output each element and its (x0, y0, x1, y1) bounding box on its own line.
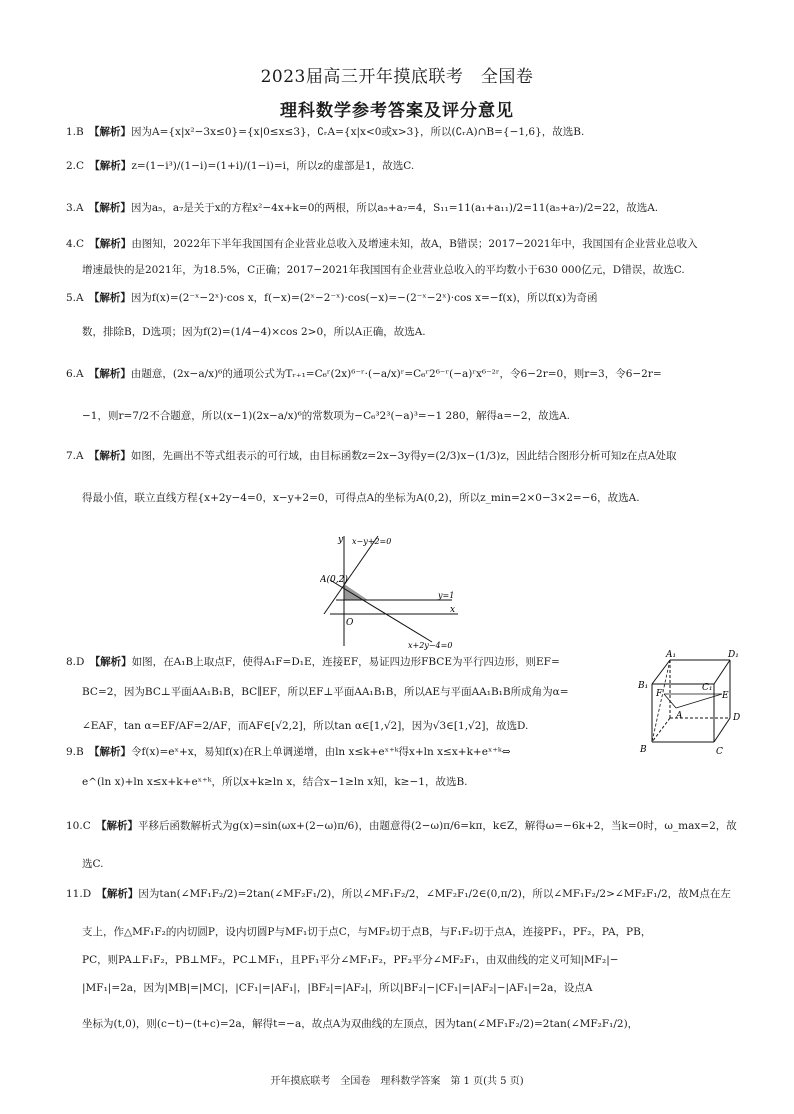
answer-text: −1，则r=7/2不合题意，所以(x−1)(2x−a/x)⁶的常数项为−C₆³2³(−a)³=−1 280，解得a=−2，故选A. (82, 410, 571, 422)
analysis-tag: 【解析】 (94, 126, 131, 138)
answer-3 (66, 200, 746, 216)
answer-text: 因为f(x)=(2⁻ˣ−2ˣ)·cos x，f(−x)=(2ˣ−2⁻ˣ)·cos(−x)=−(2⁻ˣ−2ˣ)·cos x=−f(x)，所以f(x)为奇函 (130, 292, 598, 304)
vertex-label: B (640, 745, 647, 755)
x-axis-label: x (450, 605, 456, 615)
answer-number: 3.A (66, 202, 84, 214)
analysis-tag: 【解析】 (101, 820, 138, 832)
vertex-label: C (716, 747, 723, 757)
feasible-region (344, 584, 368, 600)
answer-text: PC，则PA⊥F₁F₂，PB⊥MF₂，PC⊥MF₁，且PF₁平分∠MF₁F₂，PF₂平分∠MF₂F₁，由双曲线的定义可知|MF₂|− (82, 954, 619, 966)
answer-text: e^(ln x)+ln x≤x+k+eˣ⁺ᵏ，所以x+k≥ln x，结合x−1≥ln x知，k≥−1，故选B. (82, 776, 468, 788)
feasible-region-figure (320, 530, 480, 650)
analysis-tag: 【解析】 (94, 450, 131, 462)
exam-title: 2023届高三开年摸底联考 全国卷 (260, 67, 534, 87)
vertex-label: A₁ (666, 650, 677, 660)
answer-text: 因为A={x|x²−3x≤0}={x|0≤x≤3}，∁ᵣA={x|x<0或x>3}，所以(∁ᵣA)∩B={−1,6}，故选B. (130, 126, 585, 138)
analysis-tag: 【解析】 (94, 202, 131, 214)
answer-text: z=(1−i³)/(1−i)=(1+i)/(1−i)=i，所以z的虚部是1，故选C. (131, 160, 415, 172)
analysis-tag: 【解析】 (94, 160, 132, 172)
analysis-tag: 【解析】 (94, 656, 132, 668)
answer-text: 如图，先画出不等式组表示的可行域，由目标函数z=2x−3y得y=(2/3)x−(1/3)z，因此结合图形分析可知z在点A处取 (130, 450, 677, 462)
vertex-label: A (676, 711, 683, 721)
line1-label: x−y+2=0 (352, 537, 392, 546)
line2-label: x+2y−4=0 (408, 641, 453, 650)
answer-7 (66, 448, 746, 506)
answer-1 (66, 124, 746, 140)
answer-11 (66, 886, 746, 1032)
answer-4 (66, 236, 746, 278)
answer-text: 因为a₅，a₇是关于x的方程x²−4x+k=0的两根，所以a₅+a₇=4，S₁₁=11(a₁+a₁₁)/2=11(a₅+a₇)/2=22，故选A. (130, 202, 659, 214)
answer-number: 2.C (66, 160, 85, 172)
answer-key-subtitle: 理科数学参考答案及评分意见 (280, 101, 514, 121)
origin-label: O (346, 618, 354, 628)
answer-number: 10.C (66, 820, 91, 832)
answer-number: 6.A (66, 368, 84, 380)
answer-text: 如图，在A₁B上取点F，使得A₁F=D₁E，连接EF，易证四边形FBCE为平行四边形，则EF= (131, 656, 560, 668)
answer-text: 由图知，2022年下半年我国国有企业营业总收入及增速未知，故A，B错误；2017−2021年中，我国国有企业营业总收入 (131, 238, 698, 250)
vertex-label: B₁ (638, 681, 649, 691)
analysis-tag: 【解析】 (94, 238, 132, 250)
answer-6 (66, 366, 746, 424)
answer-number: 1.B (66, 126, 84, 138)
answer-number: 9.B (66, 746, 84, 758)
answer-9 (66, 744, 746, 790)
answer-number: 4.C (66, 238, 85, 250)
vertex-label: D₁ (728, 650, 739, 660)
segment-ae (676, 694, 722, 708)
answer-number: 5.A (66, 292, 84, 304)
y-axis-label: y (338, 535, 344, 545)
answer-text: 因为tan(∠MF₁F₂/2)=2tan(∠MF₂F₁/2)，所以∠MF₁F₂/2，∠MF₂F₁/2∈(0,π/2)，所以∠MF₁F₂/2>∠MF₂F₁/2，故M点在左 (138, 888, 731, 900)
line3-label: y=1 (438, 591, 455, 600)
answer-text: 平移后函数解析式为g(x)=sin(ωx+(2−ω)π/6)，由题意得(2−ω)π/6=kπ，k∈Z，解得ω=−6k+2，当k=0时，ω_max=2，故 (137, 820, 737, 832)
line-x-plus-2y-minus-4 (330, 580, 432, 642)
answer-5 (66, 290, 746, 340)
answer-text: 数，排除B，D选项；因为f(2)=(1/4−4)×cos 2>0，所以A正确，故选A. (82, 326, 426, 338)
answer-text: 得最小值，联立直线方程{x+2y−4=0，x−y+2=0，可得点A的坐标为A(0,2)，所以z_min=2×0−3×2=−6，故选A. (82, 492, 640, 504)
answer-text: 选C. (82, 858, 104, 870)
cube-edge (714, 660, 730, 684)
answer-text: 增速最快的是2021年，为18.5%，C正确；2017−2021年我国国有企业营业总收入的平均数小于630 000亿元，D错误，故选C. (82, 264, 685, 276)
point-a-label: A(0,2) (320, 575, 348, 585)
cube-edge (714, 718, 730, 742)
answer-text: 坐标为(t,0)，则(c−t)−(t+c)=2a，解得t=−a，故点A为双曲线的左顶点，因为tan(∠MF₁F₂/2)=2tan(∠MF₂F₁/2)， (82, 1018, 639, 1030)
answer-text: ∠EAF，tan α=EF/AF=2/AF，而AF∈[√2,2]，所以tan α∈[1,√2]，因为√3∈[1,√2]，故选D. (82, 720, 529, 732)
answer-10 (66, 818, 746, 872)
vertex-label: D (733, 713, 741, 723)
answer-text: BC=2，因为BC⊥平面AA₁B₁B，BC∥EF，所以EF⊥平面AA₁B₁B，所以AE与平面AA₁B₁B所成角为α= (82, 686, 569, 698)
answer-text: 支上，作△MF₁F₂的内切圆P，设内切圆P与MF₁切于点C，与MF₂切于点B，与F₁F₂切于点A，连接PF₁，PF₂，PA，PB， (82, 926, 652, 938)
answer-number: 8.D (66, 656, 85, 668)
answer-number: 11.D (66, 888, 92, 900)
answer-number: 7.A (66, 450, 84, 462)
answer-text: 令f(x)=eˣ+x，易知f(x)在R上单调递增，由ln x≤k+eˣ⁺ᵏ得x+ln x≤x+k+eˣ⁺ᵏ⇔ (130, 746, 511, 758)
analysis-tag: 【解析】 (101, 888, 139, 900)
analysis-tag: 【解析】 (94, 746, 131, 758)
vertex-label: C₁ (702, 683, 713, 693)
answer-2 (66, 158, 746, 174)
answer-text: |MF₁|=2a，因为|MB|=|MC|，|CF₁|=|AF₁|，|BF₂|=|AF₂|，所以|BF₂|−|CF₁|=|AF₂|−|AF₁|=2a，设点A (82, 982, 593, 994)
vertex-label: E (722, 691, 729, 701)
vertex-label: F (656, 689, 663, 699)
page-footer: 开年摸底联考 全国卷 理科数学答案 第 1 页(共 5 页) (270, 1076, 524, 1087)
analysis-tag: 【解析】 (94, 368, 131, 380)
analysis-tag: 【解析】 (94, 292, 131, 304)
cube-figure (638, 648, 748, 758)
answer-text: 由题意，(2x−a/x)⁶的通项公式为Tᵣ₊₁=C₆ʳ(2x)⁶⁻ʳ·(−a/x)ʳ=C₆ʳ2⁶⁻ʳ(−a)ʳx⁶⁻²ʳ，令6−2r=0，则r=3，令6−2r= (130, 368, 662, 380)
